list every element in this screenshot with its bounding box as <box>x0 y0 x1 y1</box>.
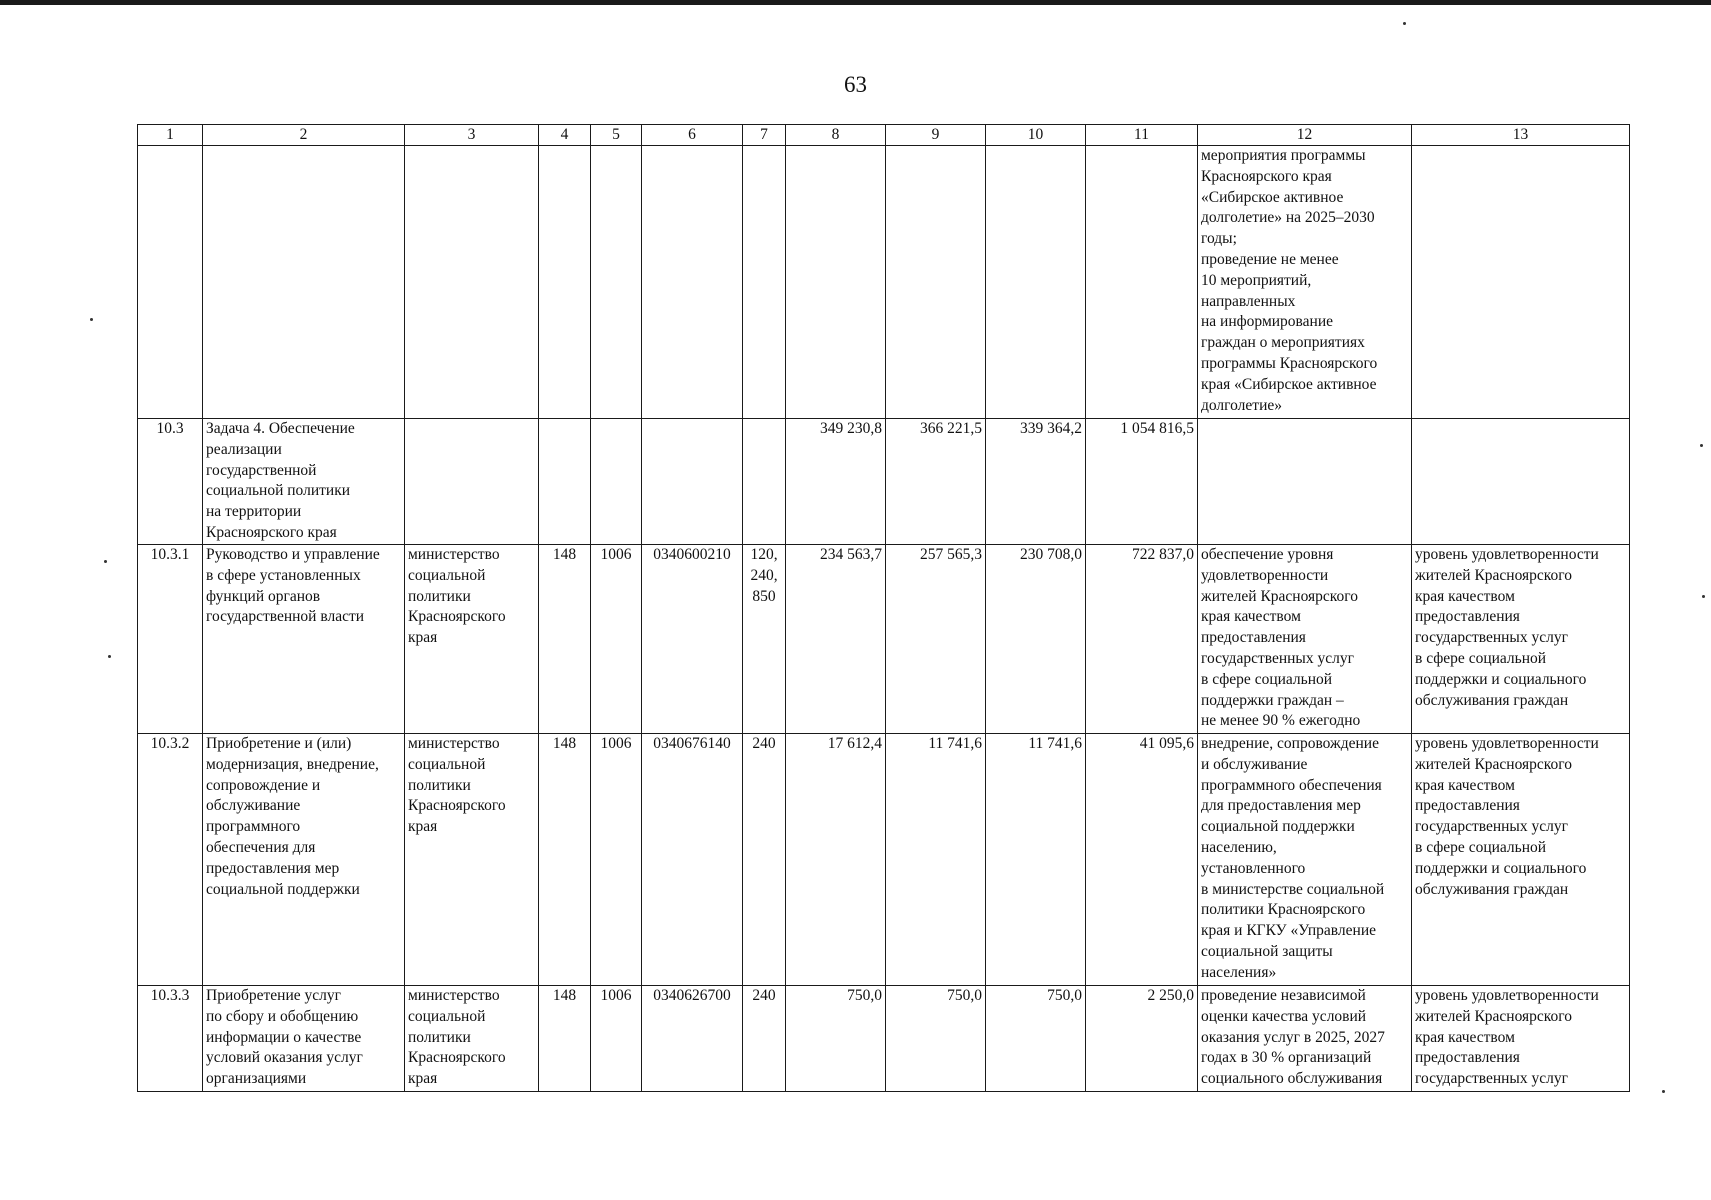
amount-cell: 230 708,0 <box>986 545 1086 734</box>
expected-result-cell <box>1198 419 1412 545</box>
program-activities-table <box>137 124 1630 1092</box>
column-header: 11 <box>1086 125 1198 146</box>
code-cell <box>642 146 743 419</box>
page-number: 63 <box>844 72 867 97</box>
row-number-cell: 10.3.2 <box>138 734 203 986</box>
expected-result-cell: обеспечение уровня удовлетворенности жителей Красноярского края качеством предоставления государственных услуг в сфере социальной поддержки граждан – не менее 90 % ежегодно <box>1198 545 1412 734</box>
amount-cell: 750,0 <box>886 986 986 1092</box>
column-header: 5 <box>591 125 642 146</box>
column-number-row <box>138 125 1630 146</box>
code-cell: 0340676140 <box>642 734 743 986</box>
code-cell: 240 <box>743 734 786 986</box>
table-row <box>138 545 1630 734</box>
table-row <box>138 734 1630 986</box>
scan-speck <box>90 318 93 321</box>
code-cell: 148 <box>539 545 591 734</box>
code-cell: 1006 <box>591 734 642 986</box>
column-header: 9 <box>886 125 986 146</box>
code-cell <box>539 419 591 545</box>
amount-cell <box>886 146 986 419</box>
column-header: 6 <box>642 125 743 146</box>
executor-cell: министерство социальной политики Красноярского края <box>405 545 539 734</box>
code-cell: 240 <box>743 986 786 1092</box>
executor-cell: министерство социальной политики Красноярского края <box>405 986 539 1092</box>
row-number-cell <box>138 146 203 419</box>
amount-cell: 339 364,2 <box>986 419 1086 545</box>
column-header: 4 <box>539 125 591 146</box>
scan-speck <box>104 560 107 563</box>
indicator-cell <box>1412 146 1630 419</box>
code-cell <box>743 146 786 419</box>
row-number-cell: 10.3.3 <box>138 986 203 1092</box>
code-cell: 148 <box>539 734 591 986</box>
indicator-cell: уровень удовлетворенности жителей Красноярского края качеством предоставления государственных услуг в сфере социальной поддержки и социального обслуживания граждан <box>1412 734 1630 986</box>
amount-cell: 257 565,3 <box>886 545 986 734</box>
total-amount-cell <box>1086 146 1198 419</box>
code-cell <box>743 419 786 545</box>
executor-cell <box>405 146 539 419</box>
code-cell <box>591 419 642 545</box>
activity-name-cell: Приобретение и (или) модернизация, внедрение, сопровождение и обслуживание программного обеспечения для предоставления мер социальной поддержки <box>203 734 405 986</box>
total-amount-cell: 41 095,6 <box>1086 734 1198 986</box>
total-amount-cell: 2 250,0 <box>1086 986 1198 1092</box>
code-cell: 1006 <box>591 545 642 734</box>
scan-speck <box>1700 444 1703 447</box>
amount-cell: 234 563,7 <box>786 545 886 734</box>
total-amount-cell: 1 054 816,5 <box>1086 419 1198 545</box>
code-cell: 148 <box>539 986 591 1092</box>
amount-cell <box>786 146 886 419</box>
column-header: 12 <box>1198 125 1412 146</box>
code-cell <box>539 146 591 419</box>
indicator-cell: уровень удовлетворенности жителей Красноярского края качеством предоставления государственных услуг в сфере социальной поддержки и социального обслуживания граждан <box>1412 545 1630 734</box>
amount-cell: 750,0 <box>986 986 1086 1092</box>
code-cell: 0340600210 <box>642 545 743 734</box>
table-row <box>138 986 1630 1092</box>
table-row <box>138 146 1630 419</box>
indicator-cell: уровень удовлетворенности жителей Красноярского края качеством предоставления государственных услуг <box>1412 986 1630 1092</box>
code-cell: 1006 <box>591 986 642 1092</box>
expected-result-cell: проведение независимой оценки качества условий оказания услуг в 2025, 2027 годах в 30 % организаций социального обслуживания <box>1198 986 1412 1092</box>
scan-speck <box>1662 1090 1665 1093</box>
code-cell <box>591 146 642 419</box>
expected-result-cell: внедрение, сопровождение и обслуживание программного обеспечения для предоставления мер социальной поддержки населению, установленного в министерстве социальной политики Красноярского края и КГКУ «Управление социальной защиты населения» <box>1198 734 1412 986</box>
executor-cell <box>405 419 539 545</box>
row-number-cell: 10.3.1 <box>138 545 203 734</box>
scan-speck <box>1702 595 1705 598</box>
amount-cell <box>986 146 1086 419</box>
column-header: 2 <box>203 125 405 146</box>
amount-cell: 349 230,8 <box>786 419 886 545</box>
indicator-cell <box>1412 419 1630 545</box>
activity-name-cell: Руководство и управление в сфере установленных функций органов государственной власти <box>203 545 405 734</box>
scan-speck <box>1403 22 1406 25</box>
table-row <box>138 419 1630 545</box>
activity-name-cell <box>203 146 405 419</box>
amount-cell: 366 221,5 <box>886 419 986 545</box>
amount-cell: 750,0 <box>786 986 886 1092</box>
column-header: 7 <box>743 125 786 146</box>
column-header: 8 <box>786 125 886 146</box>
activity-name-cell: Задача 4. Обеспечение реализации государственной социальной политики на территории Красноярского края <box>203 419 405 545</box>
total-amount-cell: 722 837,0 <box>1086 545 1198 734</box>
amount-cell: 11 741,6 <box>986 734 1086 986</box>
activity-name-cell: Приобретение услуг по сбору и обобщению информации о качестве условий оказания услуг организациями <box>203 986 405 1092</box>
code-cell <box>642 419 743 545</box>
column-header: 10 <box>986 125 1086 146</box>
amount-cell: 11 741,6 <box>886 734 986 986</box>
scan-speck <box>108 655 111 658</box>
code-cell: 0340626700 <box>642 986 743 1092</box>
code-cell: 120, 240, 850 <box>743 545 786 734</box>
row-number-cell: 10.3 <box>138 419 203 545</box>
column-header: 3 <box>405 125 539 146</box>
expected-result-cell: мероприятия программы Красноярского края «Сибирское активное долголетие» на 2025–2030 годы; проведение не менее 10 мероприятий, направленных на информирование граждан о мероприятиях программы Красноярского края «Сибирское активное долголетие» <box>1198 146 1412 419</box>
amount-cell: 17 612,4 <box>786 734 886 986</box>
scan-top-edge <box>0 0 1711 5</box>
executor-cell: министерство социальной политики Красноярского края <box>405 734 539 986</box>
column-header: 13 <box>1412 125 1630 146</box>
column-header: 1 <box>138 125 203 146</box>
